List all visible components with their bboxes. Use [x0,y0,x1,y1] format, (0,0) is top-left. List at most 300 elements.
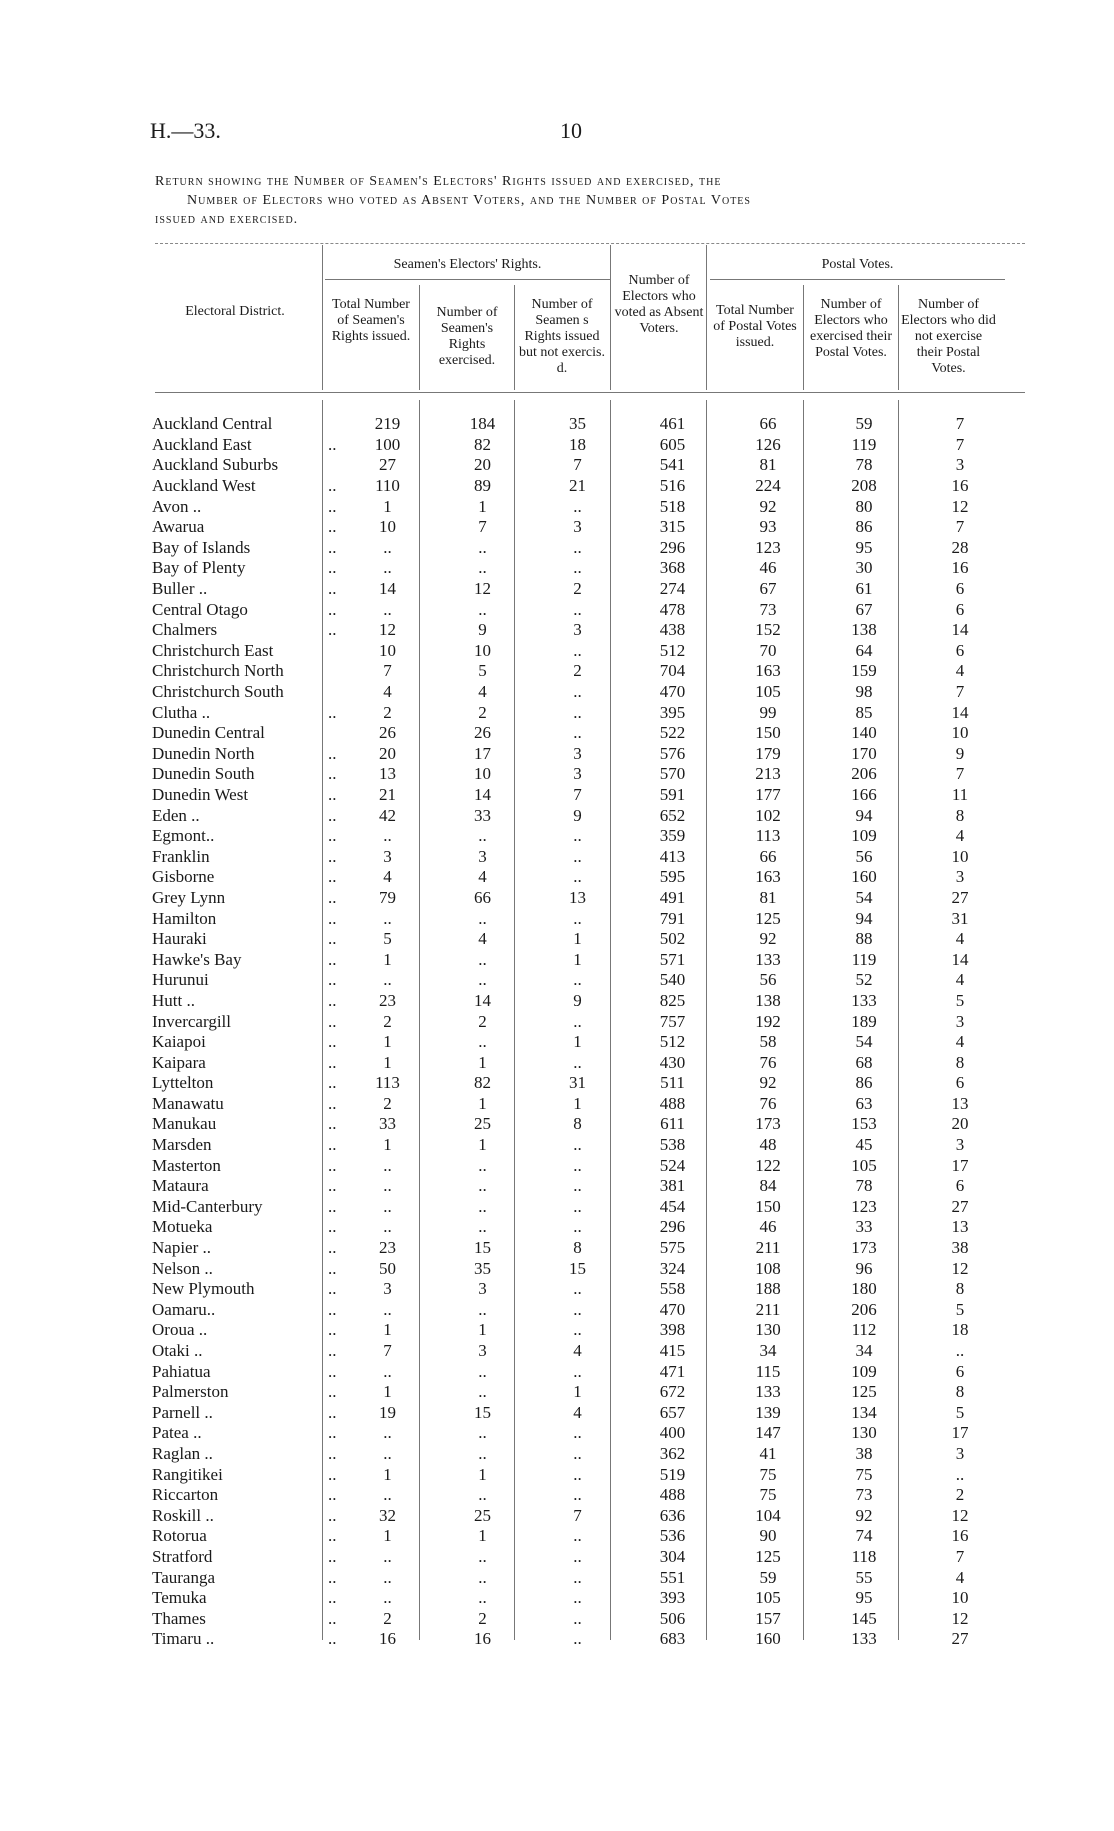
seamen-total-cell: .. [383,1217,392,1237]
postal-total-cell: 92 [759,496,777,516]
column-divider [610,245,611,390]
absent-voters-cell: 522 [659,723,686,743]
postal-not-exercised-cell: 6 [955,599,965,619]
seamen-total-cell: 21 [379,784,396,804]
postal-total-cell: 34 [759,1341,777,1361]
leader-dots: .. [328,476,337,496]
seamen-total-cell: 1 [383,1135,392,1155]
leader-dots [328,723,340,744]
absent-voters-cell: 636 [659,1505,686,1525]
absent-voters-cell: 757 [659,1011,686,1031]
seamen-exercised-cell: 10 [474,764,491,784]
postal-not-exercised-cell: 16 [951,476,969,496]
absent-voters-cell: 575 [659,1238,686,1258]
postal-total-cell: 70 [759,640,777,660]
postal-total-cell: 192 [755,1011,781,1031]
postal-total-cell: 84 [759,1176,777,1196]
postal-exercised-cell: 133 [851,990,877,1010]
seamen-not-exercised-cell: .. [573,1176,582,1196]
absent-voters-cell: 274 [659,579,686,599]
absent-voters-cell: 488 [659,1485,686,1505]
table-row [152,826,1008,847]
table-row [152,1258,1008,1279]
absent-voters-cell: 296 [659,537,686,557]
seamen-not-exercised-cell: .. [573,1526,582,1546]
seamen-not-exercised-cell: 3 [573,517,582,537]
table-row [152,558,1008,579]
seamen-exercised-cell: 3 [478,846,487,866]
absent-voters-cell: 512 [659,1032,686,1052]
district-name: Palmerston [152,1382,229,1402]
postal-exercised-cell: 74 [855,1526,873,1546]
seamen-total-cell: 113 [375,1073,400,1093]
district-name: Hamilton [152,908,217,928]
table-row [152,1197,1008,1218]
title-line-2: Number of Electors who voted as Absent Voters, and the Number of Postal Votes [187,193,751,208]
postal-exercised-cell: 134 [851,1402,877,1422]
absent-voters-cell: 488 [659,1093,686,1113]
postal-total-cell: 150 [755,1196,781,1216]
seamen-exercised-cell: .. [478,1588,487,1608]
seamen-not-exercised-cell: 21 [569,476,586,496]
postal-exercised-cell: 95 [855,537,873,557]
district-name: Dunedin Central [152,723,265,743]
postal-exercised-cell: 170 [851,743,877,763]
seamen-total-cell: 219 [374,414,401,434]
table-row [152,1052,1008,1073]
postal-not-exercised-cell: 2 [955,1485,965,1505]
postal-exercised-cell: 206 [851,1299,877,1319]
postal-exercised-cell: 38 [855,1443,873,1463]
postal-total-cell: 104 [755,1505,781,1525]
seamen-exercised-cell: .. [478,599,487,619]
postal-total-cell: 224 [755,476,781,496]
seamen-exercised-cell: 15 [474,1402,491,1422]
postal-not-exercised-cell: 28 [951,537,969,557]
table-row [152,599,1008,620]
postal-total-cell: 147 [755,1423,781,1443]
postal-exercised-cell: 52 [855,970,873,990]
seamen-exercised-cell: 1 [478,1135,487,1155]
leader-dots: .. [328,496,337,516]
seamen-not-exercised-cell: .. [573,1155,582,1175]
header-postal-group: Postal Votes. [821,257,894,272]
absent-voters-cell: 570 [659,764,686,784]
seamen-exercised-cell: 4 [478,682,487,702]
table-row [152,1485,1008,1506]
seamen-total-cell: .. [383,1567,392,1587]
seamen-total-cell: .. [383,1546,392,1566]
leader-dots: .. [328,1567,337,1587]
table-row [152,1011,1008,1032]
table-row [152,744,1008,765]
seamen-not-exercised-cell: .. [573,1279,582,1299]
table-row [152,785,1008,806]
seamen-total-cell: 14 [379,579,396,599]
seamen-not-exercised-cell: .. [573,599,582,619]
postal-exercised-cell: 78 [855,455,873,475]
electoral-returns-table [152,414,1008,1650]
table-row [152,846,1008,867]
postal-exercised-cell: 56 [855,846,873,866]
absent-voters-cell: 368 [659,558,686,578]
postal-exercised-cell: 45 [855,1135,873,1155]
absent-voters-cell: 415 [659,1341,686,1361]
leader-dots: .. [328,1279,337,1299]
seamen-not-exercised-cell: 3 [573,764,582,784]
postal-exercised-cell: 133 [851,1629,877,1649]
absent-voters-cell: 470 [659,1299,686,1319]
postal-exercised-cell: 109 [851,1361,877,1381]
table-row [152,949,1008,970]
seamen-total-cell: 12 [379,620,396,640]
leader-dots: .. [328,846,337,866]
seamen-total-cell: 1 [383,1464,392,1484]
absent-voters-cell: 558 [659,1279,686,1299]
postal-exercised-cell: 118 [851,1546,877,1566]
header-postal-not-exercised: Number of Electors who did not exercise their Postal Votes. [901,297,996,376]
seamen-not-exercised-cell: 2 [573,579,582,599]
seamen-total-cell: 4 [383,682,392,702]
title-line-1: Return showing the Number of Seamen's Electors' Rights issued and exercised, the [155,174,722,189]
postal-not-exercised-cell: 14 [951,702,969,722]
header-postal-total: Total Number of Postal Votes issued. [713,303,797,350]
seamen-total-cell: 10 [379,517,396,537]
leader-dots: .. [328,1588,337,1608]
seamen-not-exercised-cell: .. [573,1567,582,1587]
leader-dots [328,455,340,476]
seamen-total-cell: .. [383,1588,392,1608]
table-row [152,702,1008,723]
postal-exercised-cell: 86 [855,1073,873,1093]
postal-total-cell: 105 [755,1588,781,1608]
postal-total-cell: 99 [759,702,777,722]
seamen-not-exercised-cell: .. [573,1135,582,1155]
leader-dots: .. [328,1032,337,1052]
absent-voters-cell: 381 [659,1176,686,1196]
table-row [152,1423,1008,1444]
district-name: Dunedin South [152,764,255,784]
postal-exercised-cell: 189 [851,1011,877,1031]
seamen-total-cell: 1 [383,1320,392,1340]
seamen-not-exercised-cell: .. [573,1443,582,1463]
seamen-exercised-cell: 16 [474,1629,491,1649]
seamen-exercised-cell: 1 [478,1320,487,1340]
postal-not-exercised-cell: 12 [951,496,969,516]
postal-not-exercised-cell: 4 [955,1032,965,1052]
district-name: Central Otago [152,599,248,619]
district-name: Auckland Suburbs [152,455,279,475]
seamen-exercised-cell: 2 [478,1608,487,1628]
leader-dots: .. [328,1299,337,1319]
seamen-exercised-cell: 14 [474,784,491,804]
table-row [152,1073,1008,1094]
seamen-total-cell: 7 [383,661,392,681]
table-row [152,723,1008,744]
absent-voters-cell: 359 [659,826,686,846]
postal-total-cell: 92 [759,1073,777,1093]
postal-exercised-cell: 61 [855,579,873,599]
postal-exercised-cell: 92 [855,1505,873,1525]
seamen-total-cell: 10 [379,640,396,660]
postal-total-cell: 152 [755,620,781,640]
table-row [152,1155,1008,1176]
postal-exercised-cell: 140 [851,723,877,743]
table-row [152,1526,1008,1547]
table-row [152,1403,1008,1424]
table-row [152,1320,1008,1341]
postal-not-exercised-cell: 10 [951,1588,969,1608]
district-name: Manukau [152,1114,217,1134]
column-divider [803,285,804,390]
postal-not-exercised-cell: 31 [951,908,969,928]
postal-not-exercised-cell: 3 [955,455,965,475]
table-row [152,908,1008,929]
seamen-exercised-cell: .. [478,1155,487,1175]
table-row [152,888,1008,909]
postal-exercised-cell: 159 [851,661,877,681]
seamen-exercised-cell: .. [478,1546,487,1566]
seamen-total-cell: .. [383,1155,392,1175]
postal-total-cell: 102 [755,805,781,825]
district-name: Thames [152,1608,206,1628]
postal-total-cell: 163 [755,867,781,887]
seamen-exercised-cell: .. [478,970,487,990]
seamen-not-exercised-cell: .. [573,1361,582,1381]
table-row [152,970,1008,991]
absent-voters-cell: 516 [659,476,686,496]
postal-exercised-cell: 30 [855,558,873,578]
postal-total-cell: 113 [755,826,781,846]
absent-voters-cell: 611 [660,1114,685,1134]
postal-total-cell: 67 [759,579,777,599]
district-name: Lyttelton [152,1073,214,1093]
absent-voters-cell: 478 [659,599,686,619]
postal-total-cell: 122 [755,1155,781,1175]
leader-dots: .. [328,1238,337,1258]
postal-total-cell: 58 [759,1032,777,1052]
seamen-exercised-cell: 4 [478,929,487,949]
seamen-not-exercised-cell: .. [573,970,582,990]
postal-total-cell: 130 [755,1320,781,1340]
leader-dots: .. [328,1485,337,1505]
seamen-total-cell: 23 [379,990,396,1010]
seamen-total-cell: 42 [379,805,396,825]
postal-not-exercised-cell: 6 [955,1176,965,1196]
absent-voters-cell: 512 [659,640,686,660]
district-name: Gisborne [152,867,215,887]
postal-not-exercised-cell: 17 [951,1423,969,1443]
leader-dots: .. [328,599,337,619]
table-row [152,1341,1008,1362]
table-row [152,1217,1008,1238]
postal-exercised-cell: 88 [855,929,873,949]
postal-not-exercised-cell: 7 [955,414,965,434]
district-name: Avon .. [152,496,202,516]
leader-dots: .. [328,1546,337,1566]
seamen-exercised-cell: .. [478,1196,487,1216]
postal-exercised-cell: 180 [851,1279,877,1299]
column-divider [322,245,323,390]
leader-dots: .. [328,867,337,887]
table-row [152,1238,1008,1259]
postal-not-exercised-cell: 6 [955,1073,965,1093]
postal-not-exercised-cell: 5 [955,1299,965,1319]
postal-not-exercised-cell: 8 [955,1279,965,1299]
table-row [152,1300,1008,1321]
postal-not-exercised-cell: 10 [951,723,969,743]
seamen-not-exercised-cell: 9 [573,805,582,825]
title-line-3: issued and exercised. [155,212,299,227]
postal-not-exercised-cell: 16 [951,558,969,578]
seamen-exercised-cell: 20 [474,455,491,475]
leader-dots: .. [328,970,337,990]
seamen-not-exercised-cell: .. [573,1485,582,1505]
postal-not-exercised-cell: 8 [955,1382,965,1402]
seamen-exercised-cell: 1 [478,1093,487,1113]
district-name: Buller .. [152,579,208,599]
district-name: Otaki .. [152,1341,203,1361]
absent-voters-cell: 595 [659,867,686,887]
seamen-not-exercised-cell: 13 [569,887,586,907]
seamen-exercised-cell: 7 [478,517,487,537]
district-name: Oroua .. [152,1320,208,1340]
absent-voters-cell: 491 [659,887,686,907]
header-absent-voters: Number of Electors who voted as Absent Voters. [614,273,704,336]
page-number: 10 [560,118,582,143]
table-row [152,1505,1008,1526]
postal-total-cell: 93 [759,517,777,537]
postal-total-cell: 48 [759,1135,777,1155]
postal-not-exercised-cell: 4 [955,661,965,681]
postal-total-cell: 188 [755,1279,781,1299]
column-divider [419,285,420,390]
seamen-exercised-cell: 1 [478,1464,487,1484]
seamen-exercised-cell: 35 [474,1258,491,1278]
postal-total-cell: 75 [759,1464,777,1484]
district-name: Roskill .. [152,1505,214,1525]
header-seamen-group: Seamen's Electors' Rights. [393,257,542,272]
seamen-exercised-cell: 82 [474,1073,491,1093]
seamen-not-exercised-cell: 4 [573,1402,582,1422]
seamen-not-exercised-cell: .. [573,496,582,516]
leader-dots: .. [328,887,337,907]
district-name: Clutha .. [152,702,211,722]
leader-dots: .. [328,1073,337,1093]
postal-exercised-cell: 125 [851,1382,877,1402]
seamen-not-exercised-cell: .. [573,1299,582,1319]
seamen-exercised-cell: 66 [474,887,491,907]
seamen-exercised-cell: .. [478,1423,487,1443]
leader-dots: .. [328,558,337,578]
postal-total-cell: 125 [755,1546,781,1566]
seamen-not-exercised-cell: 7 [573,784,582,804]
seamen-exercised-cell: 12 [474,579,491,599]
seamen-not-exercised-cell: .. [573,867,582,887]
seamen-exercised-cell: .. [478,908,487,928]
district-name: Auckland West [152,476,256,496]
district-name: Patea .. [152,1423,202,1443]
absent-voters-cell: 519 [659,1464,686,1484]
absent-voters-cell: 704 [659,661,686,681]
seamen-exercised-cell: 17 [474,743,491,763]
postal-total-cell: 56 [759,970,777,990]
district-name: Franklin [152,846,210,866]
seamen-total-cell: 2 [383,1011,392,1031]
seamen-total-cell: 79 [379,887,396,907]
postal-total-cell: 133 [755,1382,781,1402]
postal-exercised-cell: 119 [851,949,877,969]
leader-dots: .. [328,826,337,846]
table-row [152,1135,1008,1156]
seamen-exercised-cell: .. [478,1485,487,1505]
seamen-total-cell: 4 [383,867,392,887]
district-name: Christchurch North [152,661,284,681]
postal-exercised-cell: 112 [851,1320,877,1340]
seamen-total-cell: .. [383,1485,392,1505]
seamen-total-cell: 16 [379,1629,396,1649]
district-name: Bay of Islands [152,537,251,557]
header-seamen-not-exercised: Number of Seamen s Rights issued but not exercis. d. [519,297,605,376]
absent-voters-cell: 324 [659,1258,686,1278]
district-name: Invercargill [152,1011,231,1031]
seamen-total-cell: 27 [379,455,396,475]
seamen-exercised-cell: .. [478,537,487,557]
leader-dots: .. [328,929,337,949]
leader-dots: .. [328,517,337,537]
absent-voters-cell: 683 [659,1629,686,1649]
seamen-not-exercised-cell: .. [573,1196,582,1216]
postal-exercised-cell: 130 [851,1423,877,1443]
seamen-not-exercised-cell: .. [573,846,582,866]
absent-voters-cell: 470 [659,682,686,702]
district-name: Napier .. [152,1238,212,1258]
district-name: New Plymouth [152,1279,255,1299]
seamen-total-cell: 19 [379,1402,396,1422]
leader-dots: .. [328,1629,337,1649]
postal-total-cell: 76 [759,1093,777,1113]
seamen-total-cell: .. [383,558,392,578]
seamen-not-exercised-cell: .. [573,1011,582,1031]
leader-dots: .. [328,1217,337,1237]
postal-exercised-cell: 86 [855,517,873,537]
absent-voters-cell: 400 [659,1423,686,1443]
seamen-exercised-cell: 10 [474,640,491,660]
table-row [152,579,1008,600]
postal-exercised-cell: 208 [851,476,877,496]
seamen-not-exercised-cell: 18 [569,434,586,454]
table-row [152,682,1008,703]
leader-dots: .. [328,1526,337,1546]
postal-not-exercised-cell: 9 [955,743,965,763]
seamen-not-exercised-cell: 31 [569,1073,586,1093]
table-row [152,414,1008,435]
postal-exercised-cell: 75 [855,1464,873,1484]
postal-not-exercised-cell: 7 [955,764,965,784]
seamen-not-exercised-cell: 35 [569,414,586,434]
district-name: Christchurch South [152,682,284,702]
absent-voters-cell: 413 [659,846,686,866]
seamen-exercised-cell: .. [478,1176,487,1196]
seamen-not-exercised-cell: 1 [573,1093,582,1113]
seamen-exercised-cell: .. [478,1217,487,1237]
seamen-not-exercised-cell: .. [573,537,582,557]
absent-voters-cell: 471 [659,1361,686,1381]
seamen-not-exercised-cell: .. [573,1629,582,1649]
seamen-exercised-cell: .. [478,1299,487,1319]
seamen-exercised-cell: 184 [469,414,496,434]
leader-dots: .. [328,1196,337,1216]
